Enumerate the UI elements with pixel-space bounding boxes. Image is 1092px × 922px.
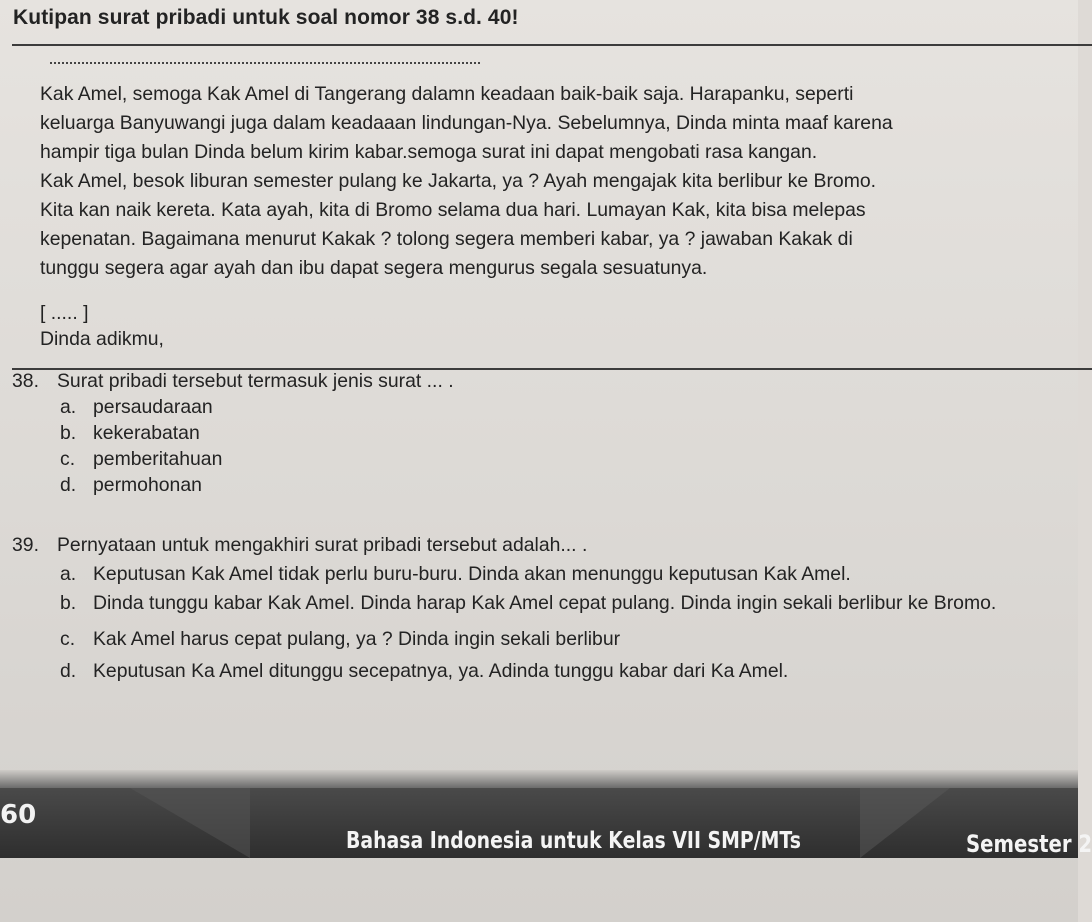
- option-letter: c.: [60, 628, 76, 650]
- option-letter: a.: [60, 396, 77, 418]
- option-text: persaudaraan: [93, 396, 213, 418]
- answer-option-c: [60, 446, 454, 472]
- footer-decoration: [860, 788, 950, 858]
- option-text: Keputusan Kak Amel tidak perlu buru-buru. Dinda akan menunggu keputusan Kak Amel.: [93, 563, 851, 585]
- question-number: 39.: [12, 534, 39, 556]
- footer-decoration: [130, 788, 250, 858]
- answer-options: [60, 394, 454, 498]
- answer-option-b: [60, 590, 1078, 616]
- semester-label: Semester 2: [966, 830, 1092, 858]
- question-number: 38.: [12, 370, 39, 392]
- footer-stripe: [0, 770, 1078, 788]
- answer-option-a: [60, 394, 454, 420]
- letter-signature: Dinda adikmu,: [40, 328, 164, 350]
- answer-option-d: [60, 472, 454, 498]
- question-39: [12, 532, 1078, 684]
- letter-line: Kak Amel, besok liburan semester pulang ke Jakarta, ya ? Ayah mengajak kita berlibur ke Bromo.: [40, 170, 877, 192]
- letter-line: hampir tiga bulan Dinda belum kirim kabar.semoga surat ini dapat mengobati rasa kangan.: [40, 141, 818, 163]
- option-text: kekerabatan: [93, 422, 200, 444]
- letter-line: keluarga Banyuwangi juga dalam keadaaan lindungan-Nya. Sebelumnya, Dinda minta maaf karena: [40, 112, 893, 134]
- page-number: 60: [0, 800, 37, 830]
- question-text: Pernyataan untuk mengakhiri surat pribadi tersebut adalah... .: [57, 534, 588, 556]
- option-text: permohonan: [93, 474, 202, 496]
- option-letter: a.: [60, 563, 77, 585]
- option-text: Dinda tunggu kabar Kak Amel. Dinda harap Kak Amel cepat pulang. Dinda ingin sekali berlibur ke Bromo.: [93, 592, 997, 614]
- dotted-line: [50, 62, 480, 64]
- letter-excerpt-box: [12, 44, 1092, 370]
- section-heading: Kutipan surat pribadi untuk soal nomor 38 s.d. 40!: [13, 6, 519, 29]
- option-text: Kak Amel harus cepat pulang, ya ? Dinda ingin sekali berlibur: [93, 628, 621, 650]
- option-text: pemberitahuan: [93, 448, 223, 470]
- option-letter: d.: [60, 474, 77, 496]
- option-letter: c.: [60, 448, 76, 470]
- answer-option-a: [60, 561, 1078, 587]
- letter-closing: [40, 300, 164, 352]
- closing-placeholder: [ ..... ]: [40, 302, 89, 324]
- option-letter: b.: [60, 422, 77, 444]
- answer-option-b: [60, 420, 454, 446]
- question-38: [12, 368, 454, 498]
- letter-line: Kak Amel, semoga Kak Amel di Tangerang dalamn keadaan baik-baik saja. Harapanku, seperti: [40, 83, 854, 105]
- letter-line: Kita kan naik kereta. Kata ayah, kita di Bromo selama dua hari. Lumayan Kak, kita bisa melepas: [40, 199, 866, 221]
- question-text: Surat pribadi tersebut termasuk jenis surat ... .: [57, 370, 454, 392]
- letter-line: tunggu segera agar ayah dan ibu dapat segera mengurus segala sesuatunya.: [40, 257, 708, 279]
- option-letter: d.: [60, 660, 77, 682]
- letter-line: kepenatan. Bagaimana menurut Kakak ? tolong segera memberi kabar, ya ? jawaban Kakak di: [40, 228, 853, 250]
- letter-body: [40, 80, 1080, 283]
- answer-options: [60, 561, 1078, 684]
- book-title: Bahasa Indonesia untuk Kelas VII SMP/MTs: [346, 828, 801, 854]
- option-letter: b.: [60, 592, 77, 614]
- answer-option-d: [60, 658, 1078, 684]
- option-text: Keputusan Ka Amel ditunggu secepatnya, ya. Adinda tunggu kabar dari Ka Amel.: [93, 660, 789, 682]
- answer-option-c: [60, 626, 1078, 652]
